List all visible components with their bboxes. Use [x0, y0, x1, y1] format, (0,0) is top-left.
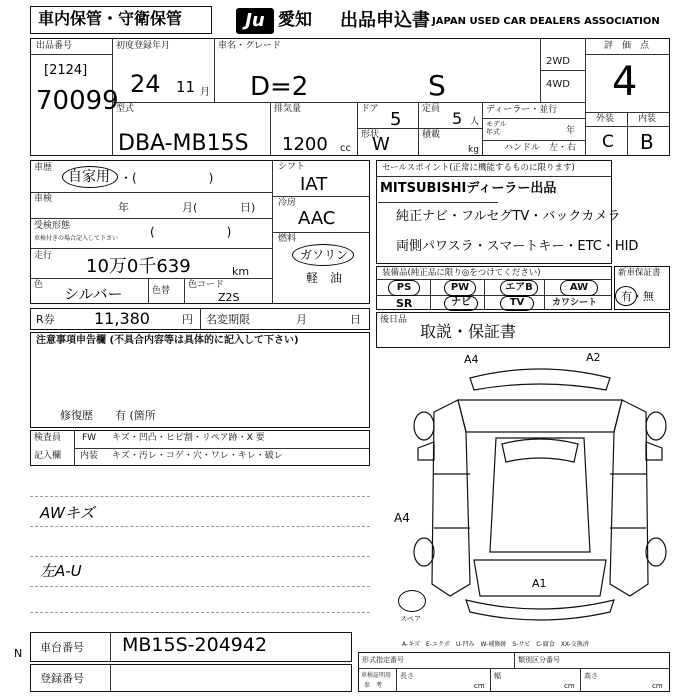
receiving-label: 受検形態: [34, 221, 71, 231]
sales-point-line1: MITSUBISHIディーラー出品: [380, 181, 557, 196]
documents-label: 後日品: [380, 315, 408, 325]
score-label: 評 価 点: [604, 41, 650, 51]
documents-value: 取説・保証書: [420, 322, 517, 341]
inspector-int-items: キズ・汚レ・コゲ・穴・ワレ・キレ・破レ: [112, 451, 283, 461]
registration-year: 24: [130, 70, 161, 98]
shape-value: W: [372, 134, 390, 155]
mark-a4-top: A4: [464, 353, 479, 366]
model-year-label: モデル 年式: [486, 120, 507, 136]
registration-month: 11: [176, 78, 196, 96]
equip-power-seat: カワシート: [552, 298, 598, 308]
capacity-label: 定員: [422, 104, 441, 114]
inspection-year: 年: [118, 201, 129, 214]
doors-value: 5: [390, 109, 402, 130]
org-name: 愛知: [278, 10, 312, 30]
equip-ps: PS: [388, 280, 420, 296]
mileage-label: 走行: [34, 251, 53, 261]
color-change-label: 色替: [152, 286, 171, 296]
exterior-label: 外装: [596, 114, 615, 124]
handwritten-note-b: 左A-U: [40, 562, 82, 580]
lot-bracket: [2124]: [44, 63, 88, 78]
displacement-label: 排気量: [274, 104, 302, 114]
inspection-day: 日): [240, 201, 256, 214]
registration-month-unit: 月: [200, 87, 210, 98]
color-code: Z2S: [218, 291, 240, 304]
spare-tire: [398, 590, 426, 612]
mark-a1-rear: A1: [532, 577, 547, 590]
registration-label: 初度登録年月: [116, 41, 171, 51]
form-title: 出品申込書: [340, 10, 430, 31]
color-code-label: 色コード: [188, 280, 225, 290]
left-side: [432, 400, 470, 596]
right-side: [610, 400, 648, 596]
mileage-value: 10万0千639: [86, 256, 191, 277]
name-change-day: 日: [350, 313, 361, 326]
ju-logo: [236, 8, 274, 34]
rear-bumper: [466, 600, 614, 620]
width-cm: cm: [564, 682, 575, 690]
equip-airbag: エアB: [500, 280, 538, 296]
model-value: DBA-MB15S: [118, 131, 249, 156]
recycle-amount: 11,380: [94, 309, 150, 328]
fuel-gasoline: ガソリン: [300, 248, 349, 262]
hood: [458, 400, 622, 432]
history-label: 車歴: [34, 163, 53, 173]
height-cm: cm: [652, 682, 663, 690]
doors-label: ドア: [361, 104, 379, 114]
inspection-month: 月(: [182, 201, 198, 214]
exterior-value: C: [602, 132, 614, 152]
color-value: シルバー: [64, 285, 123, 303]
score-value: 4: [612, 59, 638, 105]
height-label: 高さ: [584, 672, 598, 680]
length-label: 長さ: [400, 672, 414, 680]
lot-label: 出品番号: [36, 41, 73, 51]
drive-2wd: 2WD: [546, 56, 570, 67]
drive-4wd: 4WD: [546, 79, 570, 90]
repair-history: 修復歴 有 (箇所: [60, 409, 156, 422]
length-cm: cm: [474, 682, 485, 690]
name-change-month: 月: [296, 313, 307, 326]
sales-point-line3: 両側パワスラ・スマートキー・ETC・HID: [396, 239, 639, 254]
name-change-label: 名変期限: [206, 313, 250, 326]
width-label: 幅: [494, 672, 501, 680]
inspector-label2: 記入欄: [34, 451, 62, 461]
displacement-unit: cc: [340, 143, 351, 154]
logo-text: Ju: [245, 10, 265, 31]
model-label: 型式: [116, 104, 135, 114]
inspector-label1: 検査員: [34, 433, 62, 443]
inspector-ext-items: キズ・凹凸・ヒビ割・リペア跡・X 要: [112, 433, 265, 443]
equip-pw: PW: [444, 280, 476, 296]
year-unit: 年: [566, 126, 576, 136]
equip-sr: SR: [396, 297, 413, 310]
handle-label: ハンドル 左・右: [504, 143, 577, 153]
chassis-value: MB15S-204942: [122, 634, 268, 656]
chassis-label: 車台番号: [40, 641, 84, 654]
interior-value: B: [640, 130, 654, 154]
fuel-label: 燃料: [278, 234, 297, 244]
reg-number-label: 登録番号: [40, 672, 84, 685]
car-grade: S: [428, 69, 446, 102]
car-name: D=2: [250, 72, 309, 102]
sales-point-line2: 純正ナビ・フルセグTV・バックカメラ: [396, 209, 621, 224]
receiving-paren: ( ): [150, 225, 232, 239]
equip-aw: AW: [560, 280, 598, 296]
equip-tv: TV: [500, 296, 534, 311]
aircon-value: AAC: [298, 208, 336, 229]
warranty-book-value: 有・無: [621, 290, 654, 303]
storage-label: 車内保管・守衛保管: [38, 9, 183, 28]
history-value: 自家用: [68, 169, 110, 185]
interior-label: 内装: [638, 114, 657, 124]
notes-label: 注意事項申告欄 (不具合内容等は具体的に記入して下さい): [36, 335, 299, 346]
spare-label: スペア: [400, 615, 421, 623]
displacement-value: 1200: [282, 134, 328, 155]
color-label: 色: [34, 280, 44, 290]
handwritten-note-a: AWキズ: [40, 504, 95, 522]
warranty-book-label: 新車保証書: [618, 268, 661, 278]
mark-a4-side: A4: [394, 511, 410, 525]
dealer-label: ディーラー・並行: [486, 105, 558, 115]
recycle-label: R券: [36, 313, 55, 326]
aircon-label: 冷房: [278, 198, 297, 208]
sales-points-label: セールスポイント(正常に機能するものに限ります): [382, 163, 575, 173]
shift-value: IAT: [300, 174, 328, 195]
inspector-fw: FW: [82, 433, 97, 443]
lot-number: 70099: [36, 86, 119, 116]
equip-navi: ナビ: [444, 296, 478, 311]
shift-label: シフト: [278, 162, 306, 172]
car-diagram: [410, 353, 670, 640]
equipment-label: 装備品(純正品に限り◎をつけてください): [382, 268, 541, 278]
capacity-unit: 人: [470, 117, 480, 127]
load-label: 積載: [422, 130, 441, 140]
corner-mark: N: [14, 647, 23, 660]
mileage-unit: km: [232, 265, 250, 278]
inspector-int-label: 内装: [80, 451, 99, 461]
receiving-sub: 車検付きの場合記入して下さい: [34, 235, 119, 242]
mark-a2-top: A2: [586, 351, 601, 364]
association-name: JAPAN USED CAR DEALERS ASSOCIATION: [432, 16, 660, 27]
cert-label: 車検証明用: [361, 672, 392, 679]
inspection-label: 車検: [34, 194, 53, 204]
shape-label: 形状: [361, 130, 380, 140]
ref-label: 参 考: [364, 682, 383, 689]
load-unit: kg: [468, 145, 479, 155]
recycle-unit: 円: [182, 313, 193, 326]
fuel-diesel: 軽 油: [306, 271, 343, 285]
type-label: 形式指定番号: [362, 656, 404, 664]
class-label: 類別区分番号: [518, 656, 560, 664]
car-name-label: 車名・グレード: [218, 41, 282, 51]
history-rest: ・( ): [120, 171, 214, 185]
capacity-value: 5: [452, 109, 463, 128]
front-bumper: [470, 369, 610, 390]
damage-legend: A-キズ E-エクボ U-凹み W-補修跡 S-サビ C-腐食 XX-交換済: [402, 641, 589, 648]
